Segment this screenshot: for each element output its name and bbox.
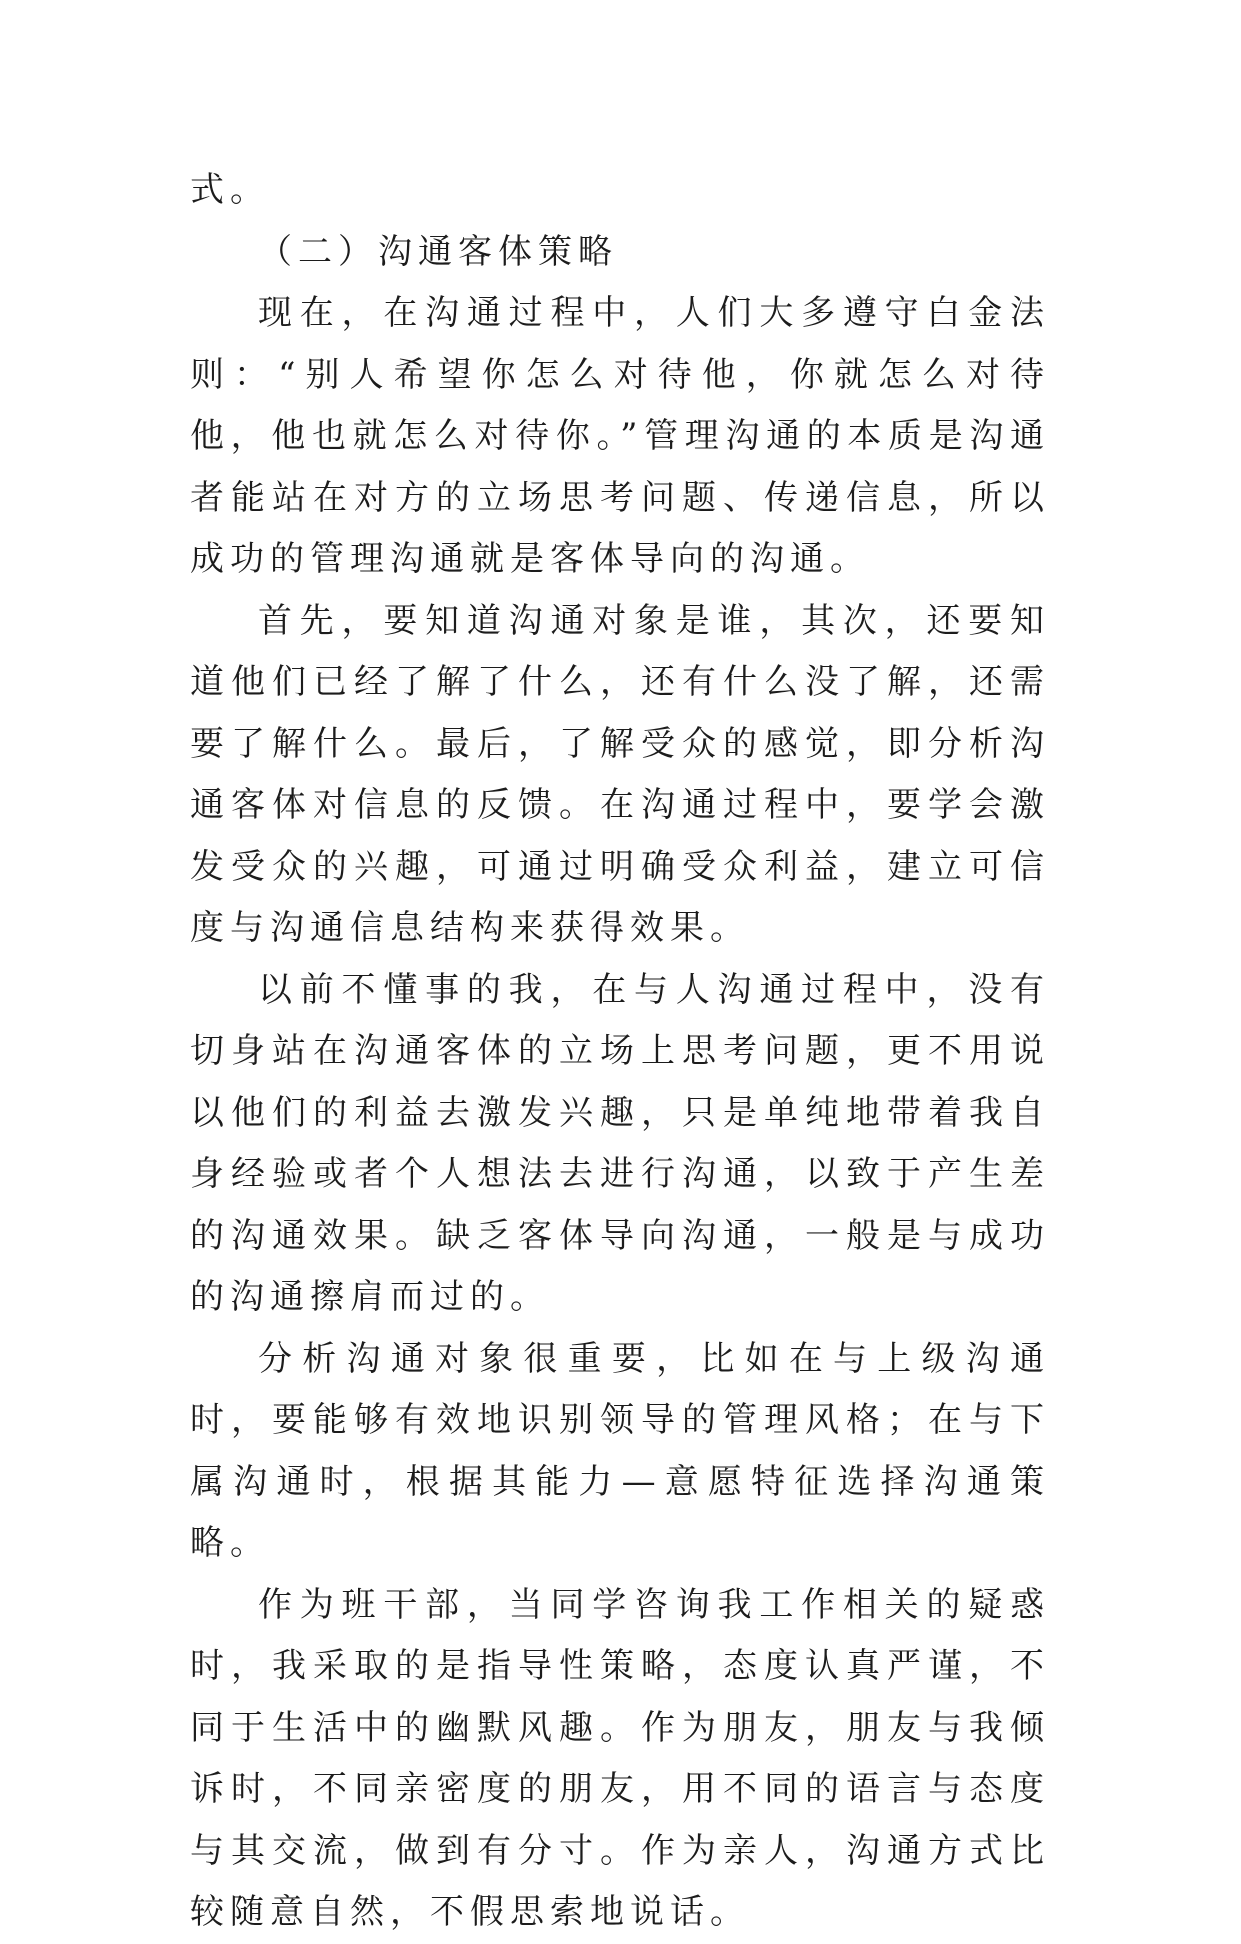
paragraph-personal-reflection: 以前不懂事的我，在与人沟通过程中，没有切身站在沟通客体的立场上思考问题，更不用说以他们的利益去激发兴趣，只是单纯地带着我自身经验或者个人想法去进行沟通，以致于产生差的沟通效果。缺乏客体导向沟通，一般是与成功的沟通擦肩而过的。 — [190, 969, 1050, 1317]
paragraph-audience-analysis: 首先，要知道沟通对象是谁，其次，还要知道他们已经了解了什么，还有什么没了解，还需要了解什么。最后，了解受众的感觉，即分析沟通客体对信息的反馈。在沟通过程中，要学会激发受众的兴趣，可通过明确受众利益，建立可信度与沟通信息结构来获得效果。 — [190, 600, 1050, 948]
section-heading: （二）沟通客体策略 — [258, 231, 618, 272]
paragraph-roles: 作为班干部，当同学咨询我工作相关的疑惑时，我采取的是指导性策略，态度认真严谨，不同于生活中的幽默风趣。作为朋友，朋友与我倾诉时，不同亲密度的朋友，用不同的语言与态度与其交流，做到有分寸。作为亲人，沟通方式比较随意自然，不假思索地说话。 — [190, 1584, 1050, 1932]
paragraph-continuation: 式。 — [190, 170, 270, 210]
document-body — [190, 160, 1050, 1944]
paragraph-platinum-rule: 现在，在沟通过程中，人们大多遵守白金法则：“别人希望你怎么对待他，你就怎么对待他，他也就怎么对待你。”管理沟通的本质是沟通者能站在对方的立场思考问题、传递信息，所以成功的管理沟通就是客体导向的沟通。 — [190, 293, 1050, 579]
paragraph-object-analysis: 分析沟通对象很重要，比如在与上级沟通时，要能够有效地识别领导的管理风格；在与下属沟通时，根据其能力—意愿特征选择沟通策略。 — [190, 1338, 1050, 1563]
